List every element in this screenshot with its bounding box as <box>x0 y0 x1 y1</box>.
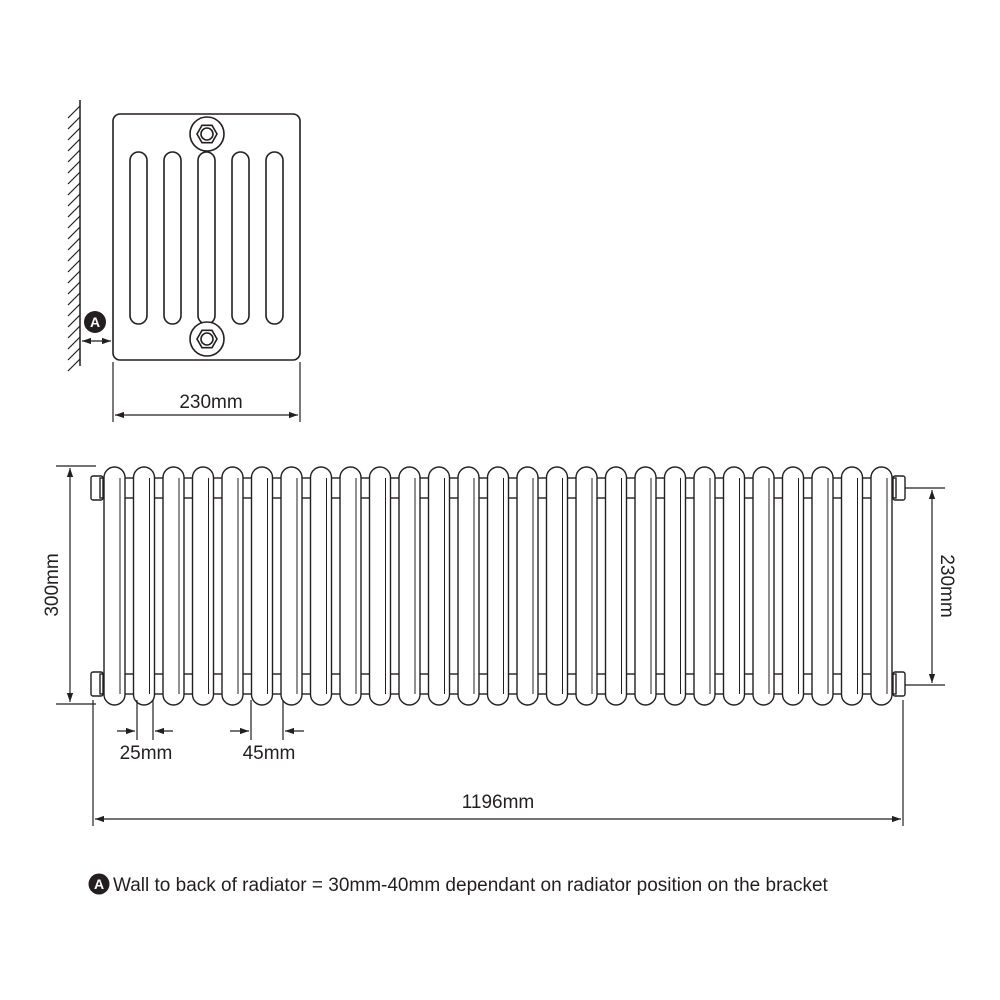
column-pitch-label: 45mm <box>242 743 296 764</box>
wall-hatch-line <box>68 304 80 316</box>
radiator-column <box>104 467 125 705</box>
gap-label: 25mm <box>119 743 173 764</box>
wall-hatch-line <box>68 172 80 184</box>
radiator-column <box>724 467 745 705</box>
radiator-column <box>635 467 656 705</box>
radiator-column <box>517 467 538 705</box>
wall-hatch-line <box>68 348 80 360</box>
radiator-column <box>458 467 479 705</box>
radiator-column <box>429 467 450 705</box>
badge-a-icon <box>84 311 106 333</box>
radiator-column <box>281 467 302 705</box>
radiator-column <box>606 467 627 705</box>
side-tube-slots <box>130 152 283 324</box>
note-text: Wall to back of radiator = 30mm-40mm dependant on radiator position on the bracket <box>113 875 828 896</box>
side-view <box>68 100 300 422</box>
gap-dimension <box>117 700 173 740</box>
wall-hatch-line <box>68 194 80 206</box>
radiator-columns <box>104 467 892 705</box>
wall-hatch-line <box>68 249 80 261</box>
total-width-label: 1196mm <box>461 792 535 813</box>
column-pitch-dimension <box>230 700 304 740</box>
radiator-column <box>694 467 715 705</box>
wall-hatch-line <box>68 216 80 228</box>
pipe-centres-label: 230mm <box>936 554 957 618</box>
front-view <box>42 466 957 826</box>
radiator-column <box>842 467 863 705</box>
radiator-column <box>871 467 892 705</box>
radiator-column <box>193 467 214 705</box>
wall-hatch-line <box>68 150 80 162</box>
radiator-column <box>576 467 597 705</box>
side-width-label: 230mm <box>179 392 243 413</box>
wall-hatch-line <box>68 260 80 272</box>
radiator-column <box>783 467 804 705</box>
radiator-column <box>252 467 273 705</box>
radiator-column <box>812 467 833 705</box>
footnote <box>89 874 829 897</box>
radiator-column <box>340 467 361 705</box>
radiator-column <box>665 467 686 705</box>
wall-hatch-line <box>68 161 80 173</box>
wall <box>68 100 80 371</box>
wall-hatch-line <box>68 117 80 129</box>
wall-hatch-line <box>68 337 80 349</box>
wall-hatch-line <box>68 227 80 239</box>
wall-hatch-line <box>68 359 80 371</box>
wall-hatch-line <box>68 315 80 327</box>
radiator-column <box>222 467 243 705</box>
height-label: 300mm <box>42 553 63 617</box>
note-badge-a-icon <box>89 874 110 895</box>
radiator-column <box>399 467 420 705</box>
wall-hatch-line <box>68 205 80 217</box>
note-badge-label: A <box>93 876 105 892</box>
radiator-column <box>370 467 391 705</box>
radiator-column <box>753 467 774 705</box>
wall-hatch-line <box>68 183 80 195</box>
badge-a-label: A <box>89 314 101 330</box>
wall-hatch-line <box>68 139 80 151</box>
wall-hatch-line <box>68 128 80 140</box>
radiator-column <box>163 467 184 705</box>
radiator-column <box>311 467 332 705</box>
radiator-column <box>547 467 568 705</box>
wall-hatch-line <box>68 106 80 118</box>
bottom-pipe-connector <box>190 322 224 356</box>
wall-hatch-line <box>68 238 80 250</box>
wall-hatch-line <box>68 271 80 283</box>
radiator-column <box>488 467 509 705</box>
wall-hatch-line <box>68 293 80 305</box>
wall-hatch-line <box>68 326 80 338</box>
top-pipe-connector <box>190 117 224 151</box>
radiator-column <box>134 467 155 705</box>
wall-hatch-line <box>68 282 80 294</box>
